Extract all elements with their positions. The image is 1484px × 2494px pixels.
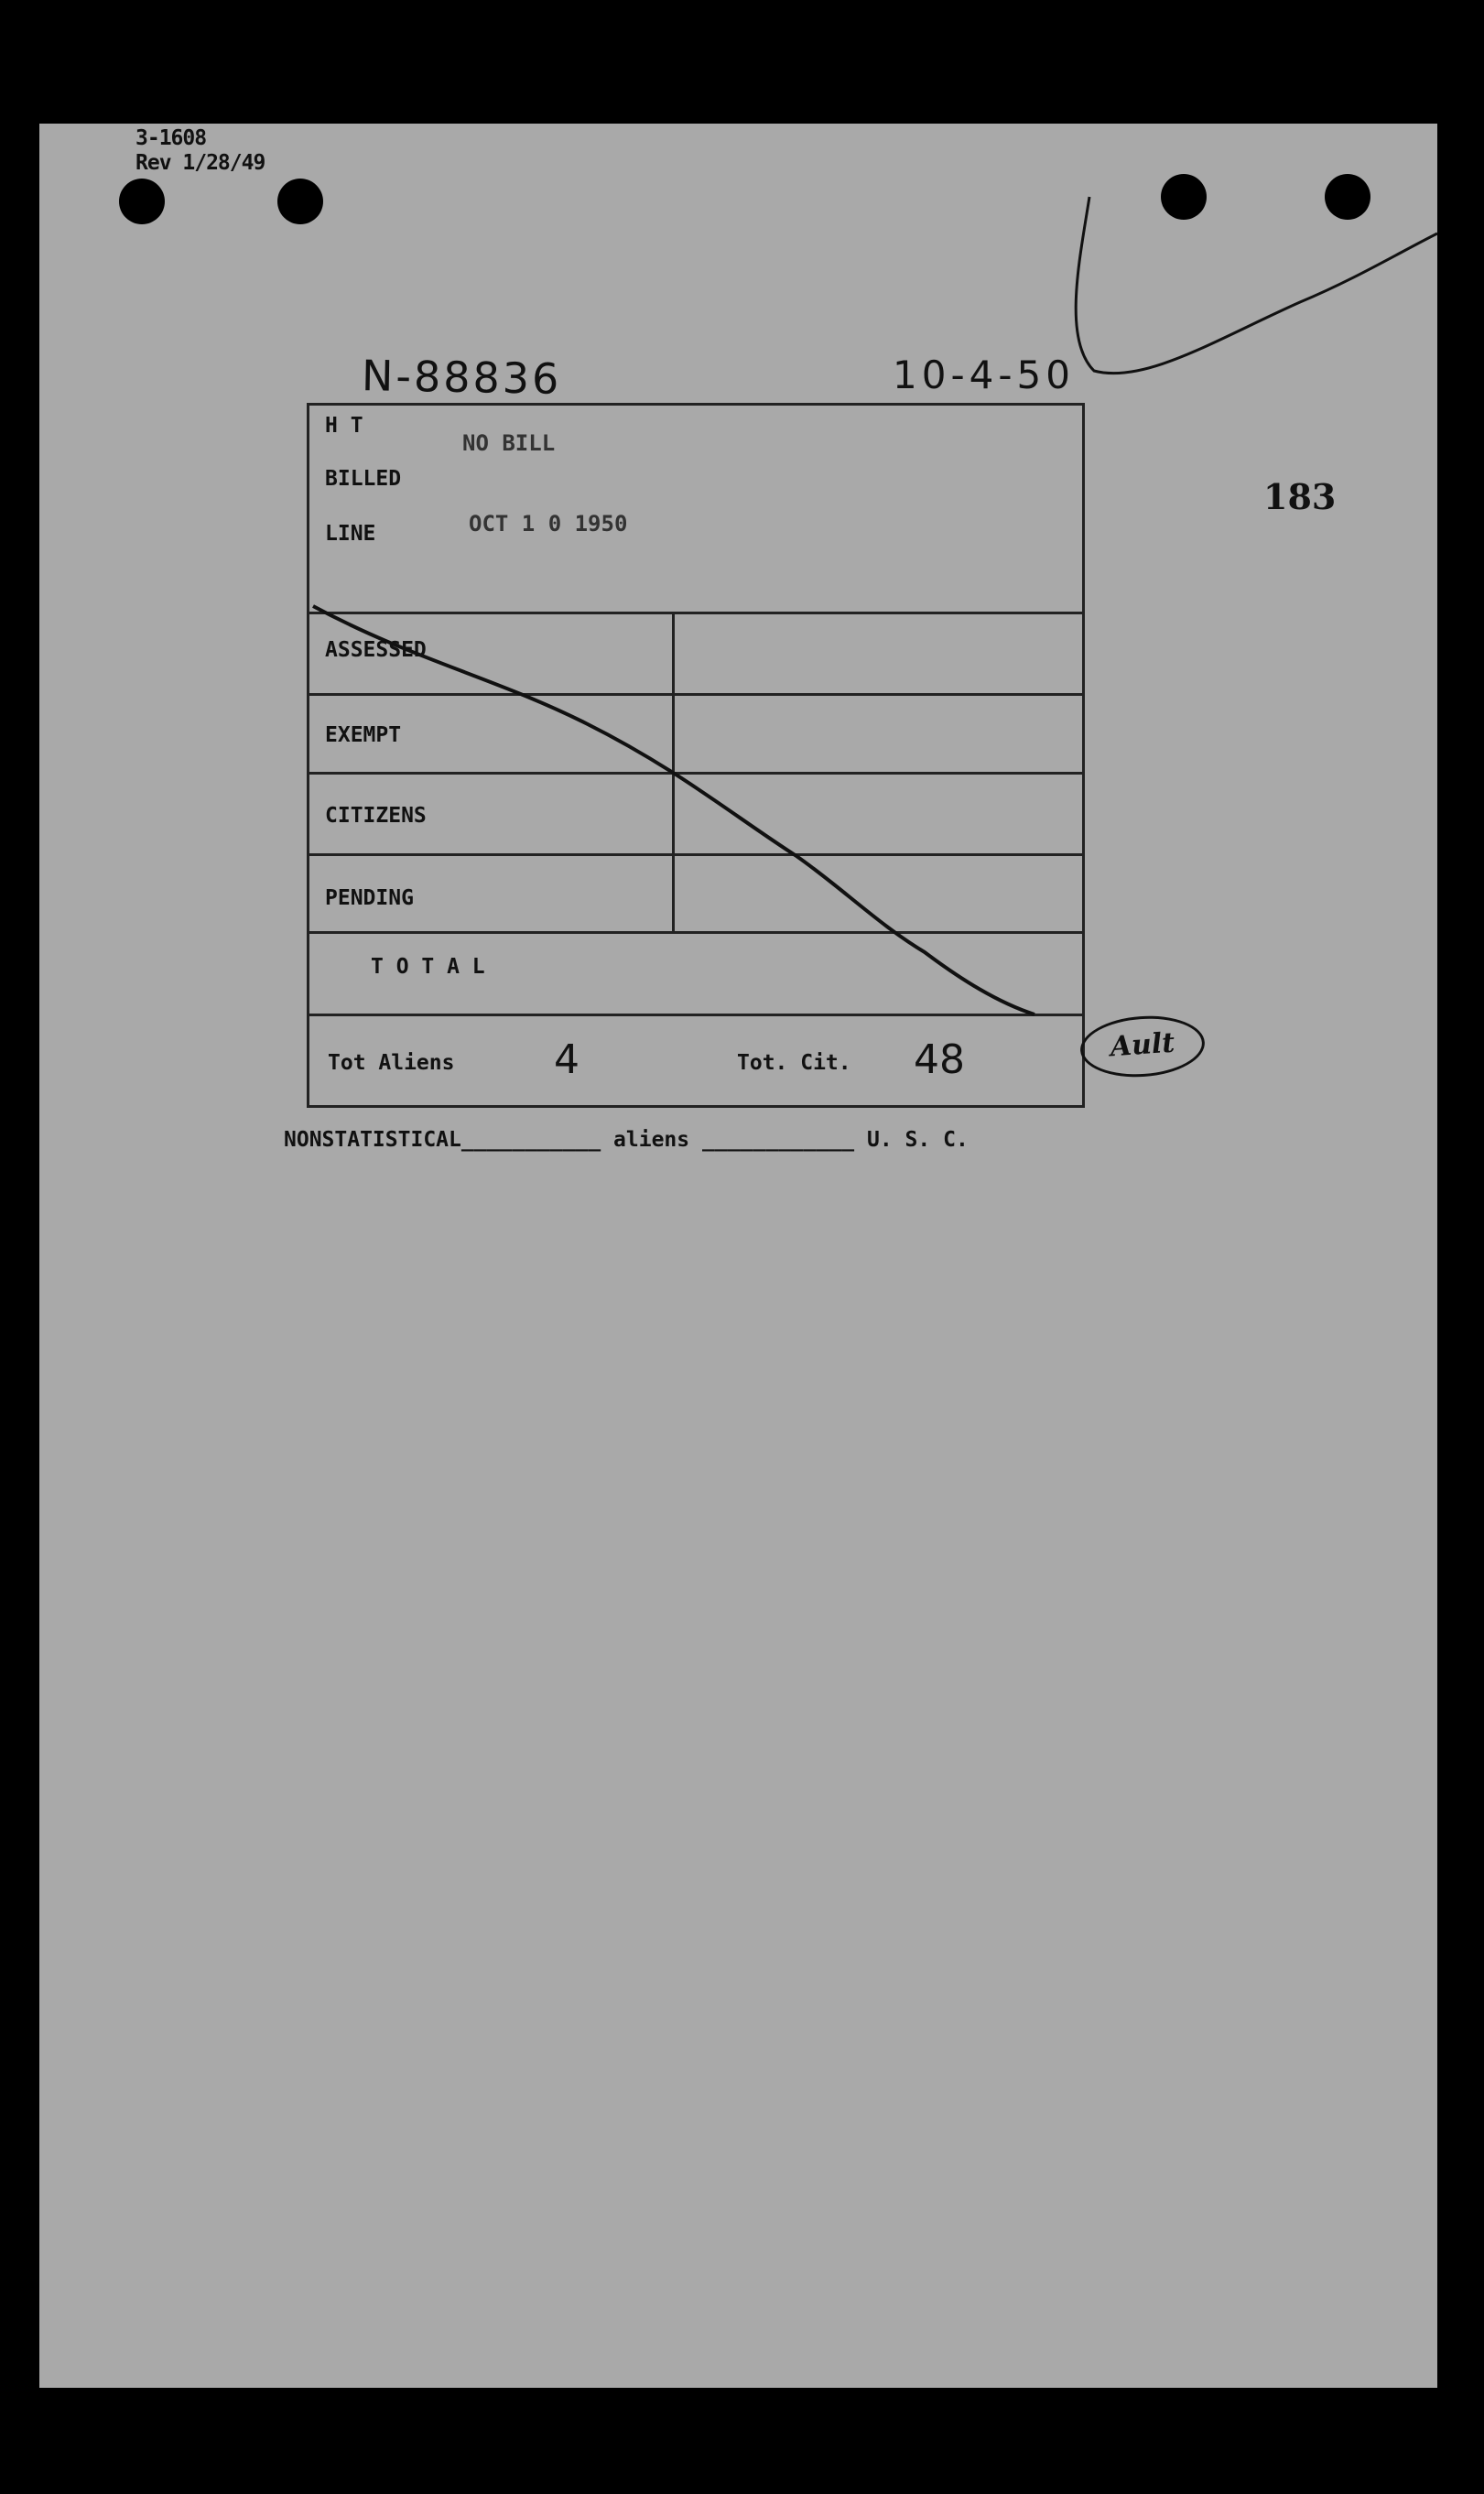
aliens-label: aliens <box>613 1128 690 1152</box>
page-number: 183 <box>1263 476 1337 517</box>
category-label: PENDING <box>325 886 414 910</box>
line-label: LINE <box>325 522 376 546</box>
tot-aliens-value: 4 <box>554 1036 580 1083</box>
strike-through-line <box>313 606 1034 1014</box>
form-number: 3-1608 <box>135 126 207 150</box>
tot-aliens-label: Tot Aliens <box>328 1051 455 1075</box>
handwritten-date: 10-4-50 <box>893 352 1075 397</box>
blank-field: ____________ <box>689 1128 868 1152</box>
no-bill-stamp: NO BILL <box>462 430 556 456</box>
initials-annotation: Ault <box>1078 1012 1207 1080</box>
category-label: CITIZENS <box>325 804 427 828</box>
billed-label: BILLED <box>325 467 402 491</box>
blank-field: ___________ <box>460 1128 614 1152</box>
category-label: ASSESSED <box>325 638 427 662</box>
handwritten-curve <box>1076 197 1437 374</box>
tot-cit-value: 48 <box>914 1036 965 1083</box>
form-revision: Rev 1/28/49 <box>135 151 265 175</box>
usc-label: U. S. C. <box>867 1128 969 1152</box>
tot-cit-label: Tot. Cit. <box>737 1051 851 1075</box>
nonstatistical-label: NONSTATISTICAL <box>284 1128 461 1152</box>
date-stamp: OCT 1 0 1950 <box>469 511 628 537</box>
ht-label: H T <box>325 414 363 438</box>
case-number: N-88836 <box>361 351 562 404</box>
total-label: T O T A L <box>371 955 485 979</box>
category-label: EXEMPT <box>325 723 402 747</box>
